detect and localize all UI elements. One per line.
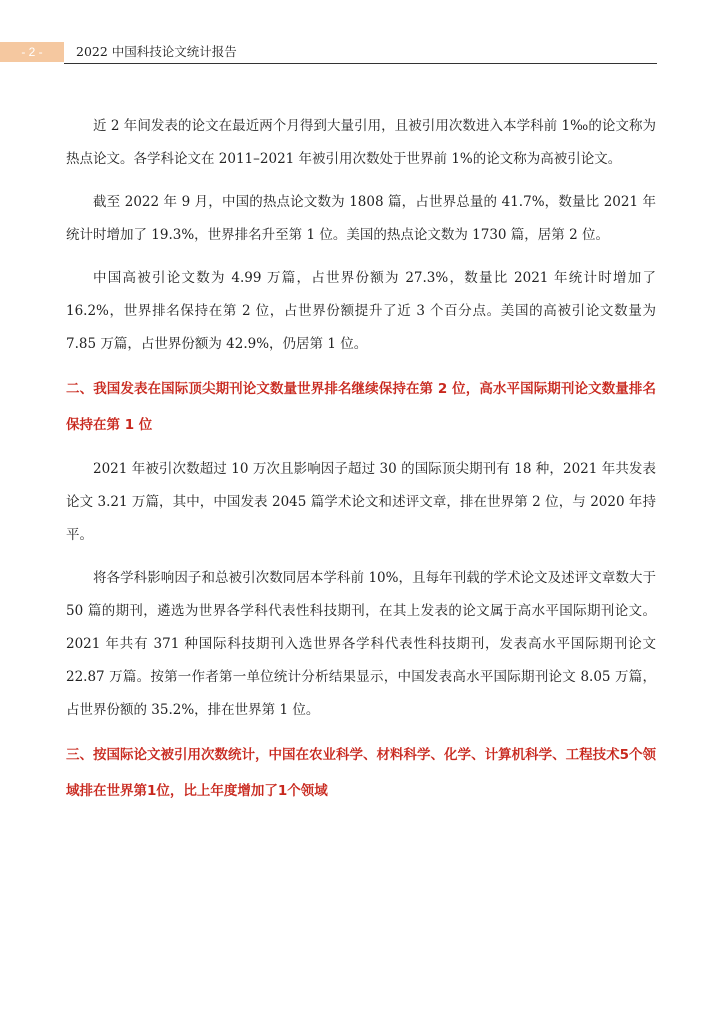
page-number: - 2 - <box>0 42 64 62</box>
paragraph-highly-cited-stats: 中国高被引论文数为 4.99 万篇，占世界份额为 27.3%，数量比 2021 年统计时增加了 16.2%，世界排名保持在第 2 位，占世界份额提升了近 3 个百分点。美国的高被引论文数量为 7.85 万篇，占世界份额为 42.9%，仍居第 1 位。 <box>66 270 656 352</box>
header-divider <box>64 63 657 64</box>
paragraph-top-journals: 2021 年被引次数超过 10 万次且影响因子超过 30 的国际顶尖期刊有 18 种，2021 年共发表论文 3.21 万篇，其中，中国发表 2045 篇学术论文和述评文章，排在世界第 2 位，与 2020 年持平。 <box>66 461 656 543</box>
running-title: 2022 中国科技论文统计报告 <box>76 44 237 59</box>
paragraph-hot-papers-definition: 近 2 年间发表的论文在最近两个月得到大量引用，且被引用次数进入本学科前 1‰的论文称为热点论文。各学科论文在 2011–2021 年被引用次数处于世界前 1%的论文称为高被引论文。 <box>66 118 656 167</box>
paragraph-high-level-journals: 将各学科影响因子和总被引次数同居本学科前 10%，且每年刊载的学术论文及述评文章数大于 50 篇的期刊，遴选为世界各学科代表性科技期刊，在其上发表的论文属于高水平国际期刊论文。2021 年共有 371 种国际科技期刊入选世界各学科代表性科技期刊，发表高水平国际期刊论文 22.87 万篇。按第一作者第一单位统计分析结果显示，中国发表高水平国际期刊论文 8.05 万篇，占世界份额的 35.2%，排在世界第 1 位。 <box>66 570 656 718</box>
page-header <box>0 42 724 64</box>
paragraph-hot-papers-stats: 截至 2022 年 9 月，中国的热点论文数为 1808 篇，占世界总量的 41.7%，数量比 2021 年统计时增加了 19.3%，世界排名升至第 1 位。美国的热点论文数为 1730 篇，居第 2 位。 <box>66 194 656 243</box>
document-body <box>66 110 656 819</box>
section-heading-3: 三、按国际论文被引用次数统计，中国在农业科学、材料科学、化学、计算机科学、工程技术5个领域排在世界第1位，比上年度增加了1个领域 <box>66 747 656 799</box>
section-heading-2: 二、我国发表在国际顶尖期刊论文数量世界排名继续保持在第 2 位，高水平国际期刊论文数量排名保持在第 1 位 <box>66 381 656 433</box>
